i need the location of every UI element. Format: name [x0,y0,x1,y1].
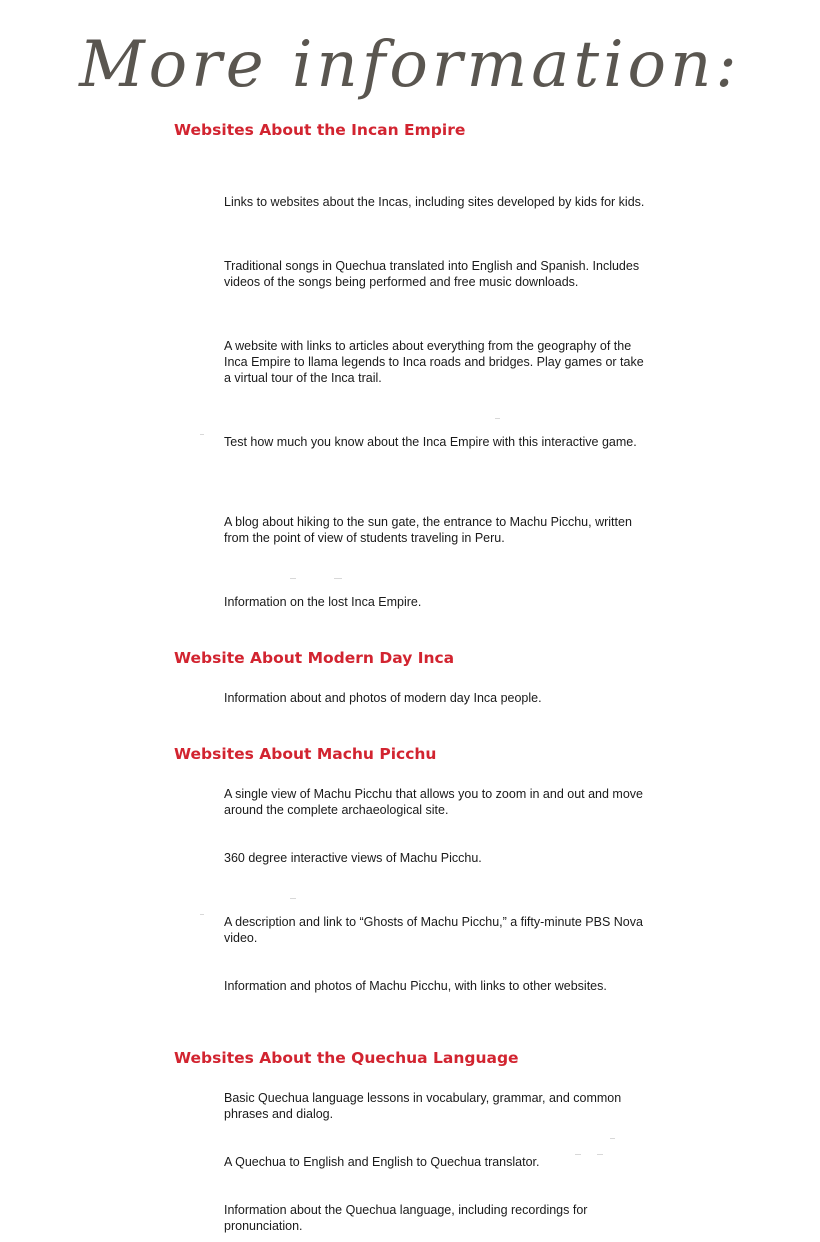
faint-mark [597,1154,603,1155]
list-item: Information and photos of Machu Picchu, with links to other websites. [224,979,607,993]
list-item: Information about the Quechua language, including recordings for pronunciation. [224,1203,588,1233]
page-title: More information: [79,28,741,102]
list-item: A description and link to “Ghosts of Machu Picchu,” a fifty-minute PBS Nova video. [224,915,643,945]
list-item: A Quechua to English and English to Quechua translator. [224,1155,540,1169]
list-item: A website with links to articles about everything from the geography of the Inca Empire to llama legends to Inca roads and bridges. Play games or take a virtual tour of the Inca trail. [224,339,644,385]
list-item: A single view of Machu Picchu that allows you to zoom in and out and move around the complete archaeological site. [224,787,643,817]
faint-mark [610,1138,615,1139]
section-heading-quechua-language: Websites About the Quechua Language [174,1049,519,1067]
list-item: Traditional songs in Quechua translated into English and Spanish. Includes videos of the songs being performed and free music downloads. [224,259,640,289]
section-heading-incan-empire: Websites About the Incan Empire [174,121,466,139]
faint-mark [495,418,500,419]
faint-mark [290,578,296,579]
faint-mark [200,914,204,915]
section-heading-machu-picchu: Websites About Machu Picchu [174,745,437,763]
faint-mark [334,578,342,579]
section-heading-modern-day-inca: Website About Modern Day Inca [174,649,455,667]
list-item: 360 degree interactive views of Machu Picchu. [224,851,482,865]
list-item: Information about and photos of modern day Inca people. [224,691,542,705]
list-item: Basic Quechua language lessons in vocabulary, grammar, and common phrases and dialog. [224,1091,622,1121]
list-item: A blog about hiking to the sun gate, the entrance to Machu Picchu, written from the point of view of students traveling in Peru. [224,515,632,545]
list-item: Test how much you know about the Inca Empire with this interactive game. [224,435,637,449]
faint-mark [200,434,204,435]
list-item: Information on the lost Inca Empire. [224,595,422,609]
faint-mark [575,1154,581,1155]
list-item: Links to websites about the Incas, including sites developed by kids for kids. [224,195,645,209]
faint-mark [290,898,296,899]
